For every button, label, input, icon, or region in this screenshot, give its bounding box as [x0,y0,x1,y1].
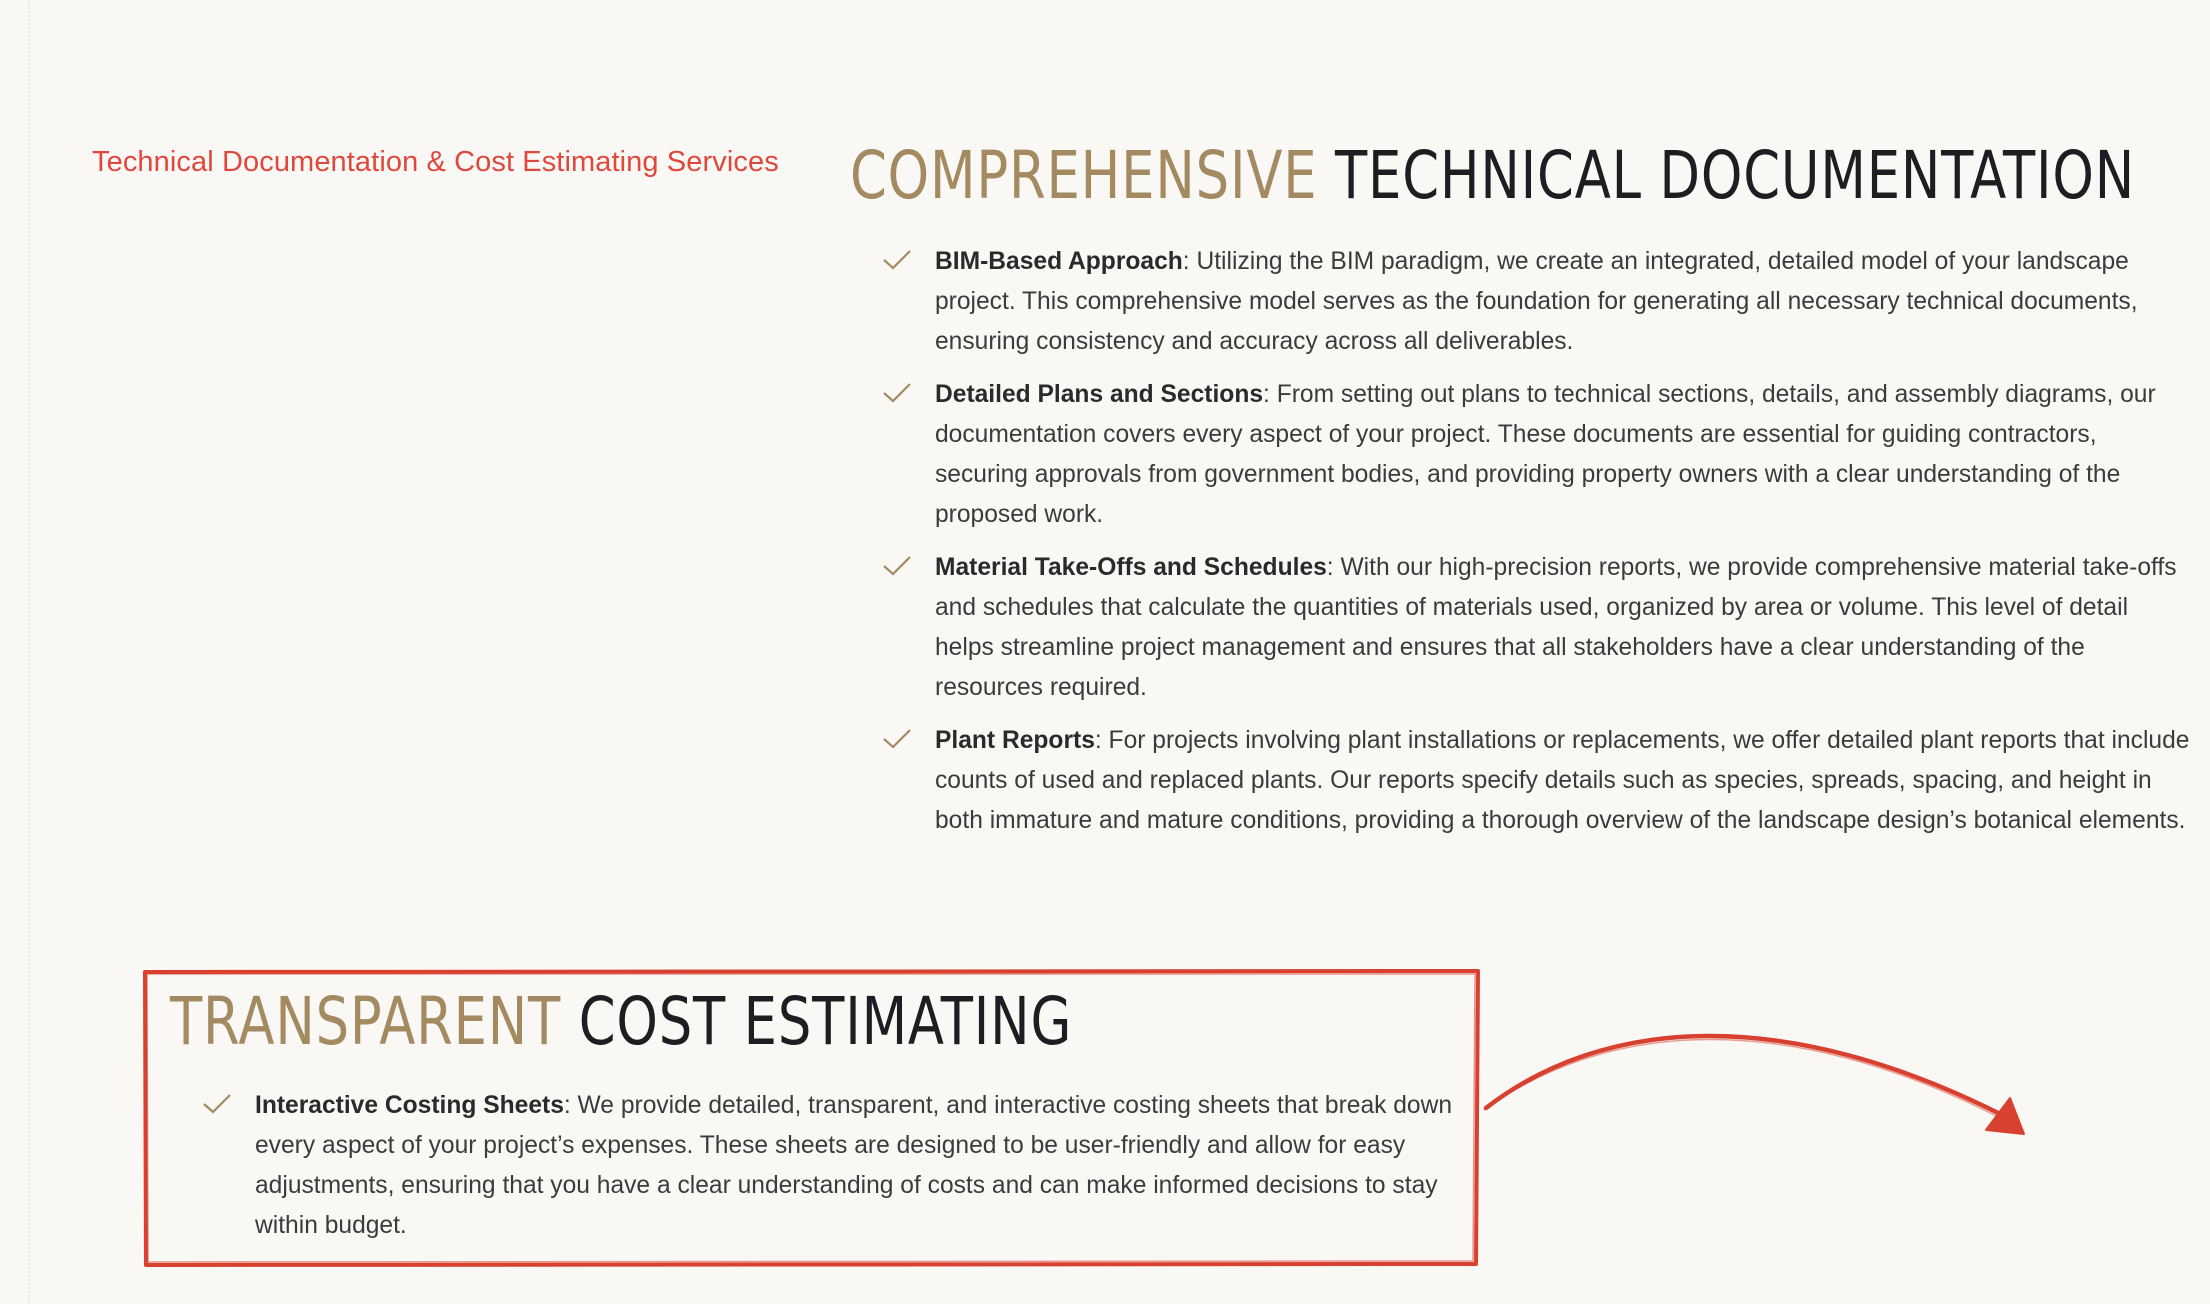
side-title: Technical Documentation & Cost Estimating Services [92,146,779,178]
heading-accent-word: TRANSPARENT [170,983,562,1060]
heading-rest: TECHNICAL DOCUMENTATION [1334,137,2136,214]
technical-documentation-heading [850,137,2136,214]
cost-estimating-highlight-box [142,968,1480,1268]
curved-arrow-icon [1480,1010,2040,1150]
technical-documentation-section [850,137,2190,834]
list-item-text: : With our high-precision reports, we provide comprehensive material take-offs and schedules that calculate the quantities of materials used, organized by area or volume. This level of detail helps streamline project management and ensures that all stakeholders have a clear understanding of the resources required. [935,554,2177,701]
check-icon [882,249,912,271]
list-item [850,721,2190,841]
check-icon [882,382,912,404]
check-icon [202,1093,232,1115]
list-item-text: : We provide detailed, transparent, and interactive costing sheets that break down every aspect of your project’s expenses. These sheets are designed to be user-friendly and allow for easy adjustments, ensuring that you have a clear understanding of costs and can make informed decisions to stay within budget. [255,1092,1453,1239]
cost-estimating-heading [170,983,1210,1060]
list-item-title: BIM-Based Approach [935,248,1183,275]
list-item-title: Detailed Plans and Sections [935,381,1264,408]
technical-documentation-list [850,242,2190,854]
list-item-title: Plant Reports [935,727,1095,754]
list-item-title: Interactive Costing Sheets [255,1092,564,1119]
list-item-text: : From setting out plans to technical sections, details, and assembly diagrams, our documentation covers every aspect of your project. These documents are essential for guiding contractors, securing approvals from government bodies, and providing property owners with a clear understanding of the proposed work. [935,381,2156,528]
list-item-title: Material Take-Offs and Schedules [935,554,1327,581]
check-icon [882,555,912,577]
cost-estimating-list [170,1086,1470,1246]
heading-accent-word: COMPREHENSIVE [850,137,1318,214]
list-item [850,242,2190,362]
list-item [850,375,2190,535]
page-edge-guide [28,0,30,1304]
heading-rest: COST ESTIMATING [578,983,1073,1060]
list-item-text: : For projects involving plant installations or replacements, we offer detailed plant reports that include counts of used and replaced plants. Our reports specify details such as species, spreads, spacing, and height in both immature and mature conditions, providing a thorough overview of the landscape design’s botanical elements. [935,727,2190,834]
list-item-text: : Utilizing the BIM paradigm, we create an integrated, detailed model of your landscape project. This comprehensive model serves as the foundation for generating all necessary technical documents, ensuring consistency and accuracy across all deliverables. [935,248,2138,355]
cost-estimating-section [170,983,1470,1239]
check-icon [882,728,912,750]
list-item [170,1086,1470,1246]
list-item [850,548,2190,708]
